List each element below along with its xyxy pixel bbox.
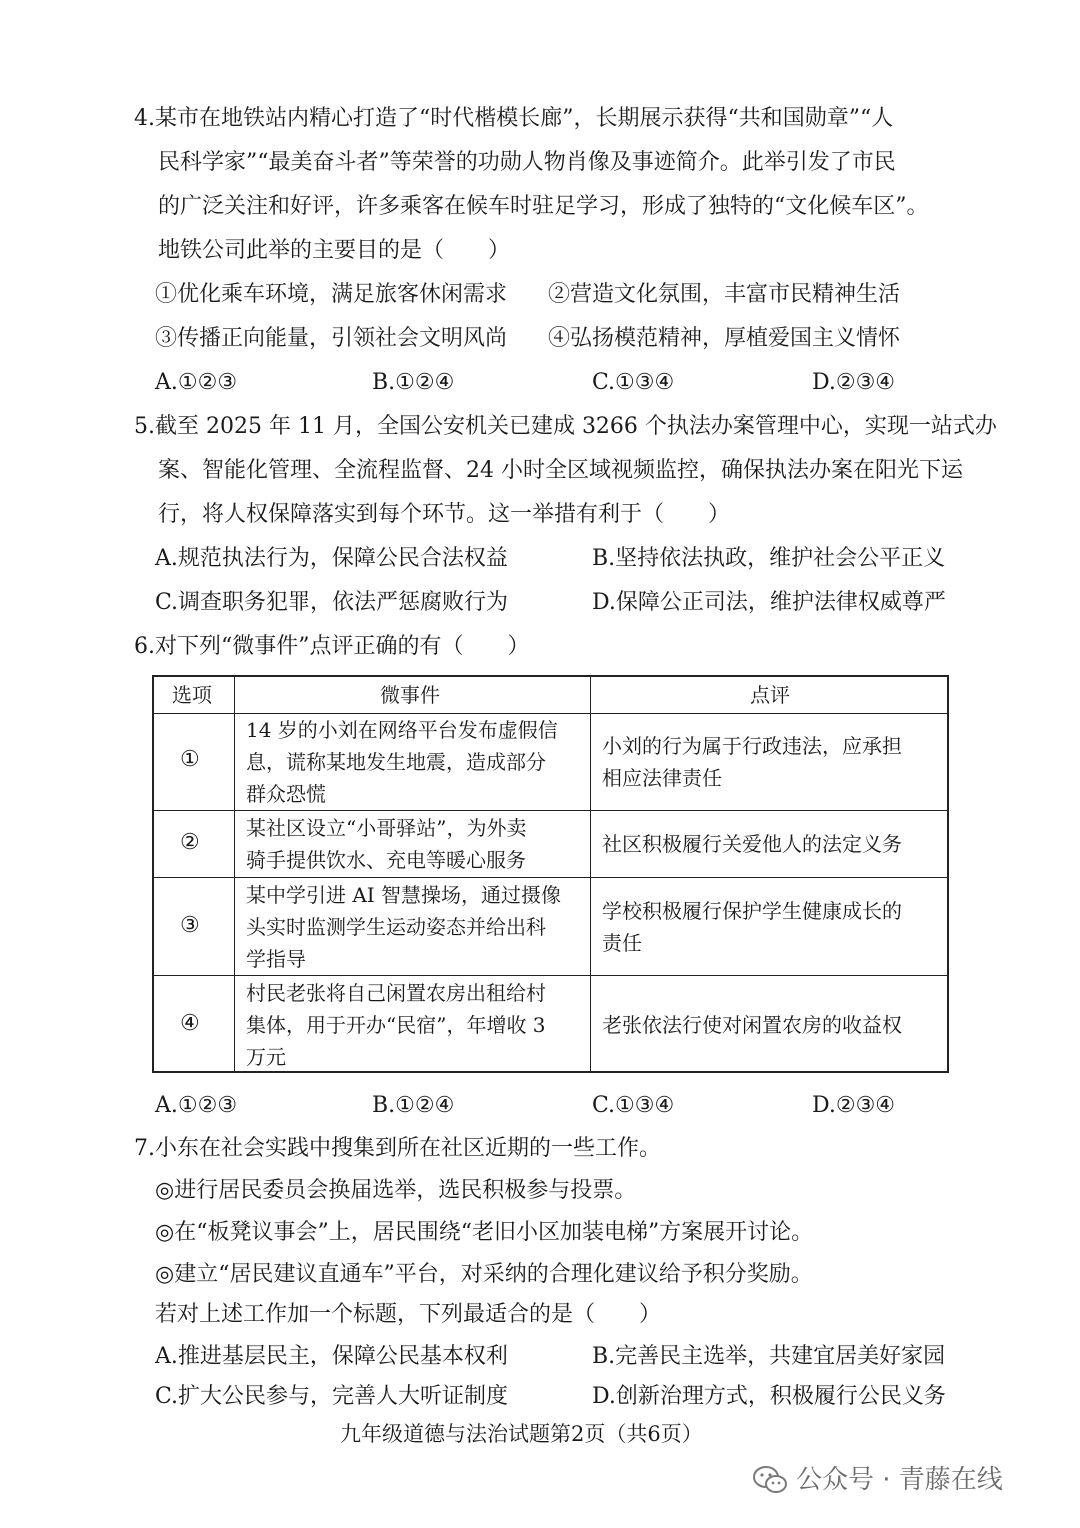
watermark	[752, 1465, 1003, 1495]
q4-item-1: ①优化乘车环境，满足旅客休闲需求	[155, 282, 508, 307]
header-event: 微事件	[380, 683, 440, 707]
q4-line-3: 的广泛关注和好评，许多乘客在候车时驻足学习，形成了独特的“文化候车区”。	[158, 194, 929, 219]
q7-option-c: C.扩大公民参与，完善人大听证制度	[155, 1384, 509, 1409]
table-divider	[590, 677, 591, 1071]
q4-option-b: B.①②④	[372, 370, 455, 395]
q5-option-a: A.规范执法行为，保障公民合法权益	[155, 546, 508, 571]
page-footer: 九年级道德与法治试题第2页（共6页）	[340, 1422, 703, 1446]
wechat-icon	[752, 1465, 788, 1495]
q4-option-d: D.②③④	[812, 370, 896, 395]
table-divider	[234, 677, 235, 1071]
q4-item-3: ③传播正向能量，引领社会文明风尚	[155, 326, 508, 351]
q4-option-c: C.①③④	[592, 370, 675, 395]
q5-line-2: 案、智能化管理、全流程监督、24 小时全区域视频监控，确保执法办案在阳光下运	[158, 458, 963, 483]
q4-item-2: ②营造文化氛围，丰富市民精神生活	[548, 282, 901, 307]
row-3-comment-2: 责任	[602, 931, 642, 955]
q4-line-1: 4.某市在地铁站内精心打造了“时代楷模长廊”，长期展示获得“共和国勋章”“人	[134, 106, 894, 131]
row-3-comment-1: 学校积极履行保护学生健康成长的	[602, 899, 902, 923]
q6-stem: 6.对下列“微事件”点评正确的有（ ）	[134, 634, 530, 659]
micro-events-table	[152, 675, 949, 1073]
row-4-event-3: 万元	[246, 1045, 286, 1069]
row-1-event-3: 群众恐慌	[246, 782, 326, 806]
row-2-event-2: 骑手提供饮水、充电等暖心服务	[246, 848, 526, 872]
q5-option-b: B.坚持依法执政，维护社会公平正义	[592, 546, 946, 571]
watermark-text: 公众号 · 青藤在线	[796, 1465, 1003, 1495]
table-divider	[154, 877, 947, 878]
q6-option-d: D.②③④	[812, 1093, 896, 1118]
row-3-event-1: 某中学引进 AI 智慧操场，通过摄像	[246, 883, 562, 907]
q4-option-a: A.①②③	[155, 370, 238, 395]
q6-option-b: B.①②④	[372, 1093, 455, 1118]
q7-option-a: A.推进基层民主，保障公民基本权利	[155, 1344, 508, 1369]
q7-line-1: 7.小东在社会实践中搜集到所在社区近期的一些工作。	[134, 1136, 661, 1161]
q7-line-2: ◎进行居民委员会换届选举，选民积极参与投票。	[155, 1178, 637, 1203]
row-1-event-1: 14 岁的小刘在网络平台发布虚假信	[246, 718, 558, 742]
row-4-event-2: 集体，用于开办“民宿”，年增收 3	[246, 1013, 546, 1037]
row-4-comment-1: 老张依法行使对闲置农房的收益权	[602, 1013, 902, 1037]
table-divider	[154, 810, 947, 811]
row-1-comment-2: 相应法律责任	[602, 766, 722, 790]
q7-line-4: ◎建立“居民建议直通车”平台，对采纳的合理化建议给予积分奖励。	[155, 1262, 813, 1287]
q4-line-4: 地铁公司此举的主要目的是（ ）	[158, 238, 511, 263]
q4-line-2: 民科学家”“最美奋斗者”等荣誉的功勋人物肖像及事迹简介。此举引发了市民	[158, 150, 896, 175]
q6-option-a: A.①②③	[155, 1093, 238, 1118]
q7-option-b: B.完善民主选举，共建宜居美好家园	[592, 1344, 946, 1369]
q5-option-d: D.保障公正司法，维护法律权威尊严	[592, 590, 946, 615]
q6-option-c: C.①③④	[592, 1093, 675, 1118]
row-2-comment-1: 社区积极履行关爱他人的法定义务	[602, 832, 902, 856]
header-comment: 点评	[750, 683, 790, 707]
row-1-event-2: 息，谎称某地发生地震，造成部分	[246, 750, 546, 774]
row-1-mark: ①	[180, 747, 200, 772]
table-divider	[154, 975, 947, 976]
row-2-event-1: 某社区设立“小哥驿站”，为外卖	[246, 816, 527, 840]
q7-line-5: 若对上述工作加一个标题，下列最适合的是（ ）	[155, 1302, 662, 1327]
row-1-comment-1: 小刘的行为属于行政违法，应承担	[602, 734, 902, 758]
row-2-mark: ②	[180, 830, 200, 855]
row-3-event-2: 头实时监测学生运动姿态并给出科	[246, 915, 546, 939]
q7-option-d: D.创新治理方式，积极履行公民义务	[592, 1384, 946, 1409]
row-3-mark: ③	[180, 913, 200, 938]
q7-line-3: ◎在“板凳议事会”上，居民围绕“老旧小区加装电梯”方案展开讨论。	[155, 1220, 814, 1245]
q5-line-1: 5.截至 2025 年 11 月，全国公安机关已建成 3266 个执法办案管理中心，实现一站式办	[134, 414, 997, 439]
row-3-event-3: 学指导	[246, 947, 306, 971]
q5-option-c: C.调查职务犯罪，依法严惩腐败行为	[155, 590, 509, 615]
q5-line-3: 行，将人权保障落实到每个环节。这一举措有利于（ ）	[158, 502, 731, 527]
row-4-mark: ④	[180, 1011, 200, 1036]
row-4-event-1: 村民老张将自己闲置农房出租给村	[246, 981, 546, 1005]
q4-item-4: ④弘扬模范精神，厚植爱国主义情怀	[548, 326, 901, 351]
header-option: 选项	[172, 683, 212, 707]
